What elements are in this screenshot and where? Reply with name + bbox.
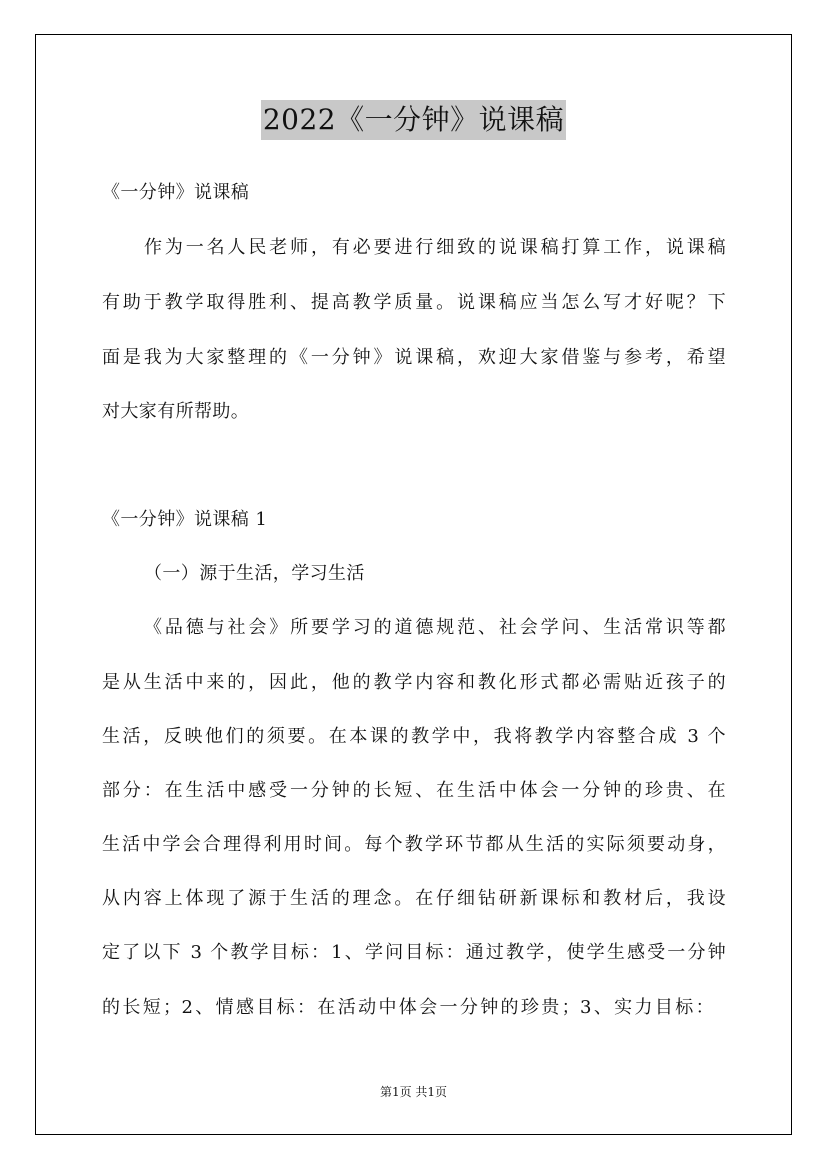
doc-heading: 《一分钟》说课稿 [102, 182, 250, 203]
paragraph-line: 有助于教学取得胜利、提高教学质量。说课稿应当怎么写才好呢？下 [102, 292, 726, 313]
paragraph-line: 部分：在生活中感受一分钟的长短、在生活中体会一分钟的珍贵、在 [102, 780, 726, 801]
paragraph-line: 是从生活中来的，因此，他的教学内容和教化形式都必需贴近孩子的 [102, 672, 726, 693]
paragraph-line: 生活中学会合理得利用时间。每个教学环节都从生活的实际须要动身， [102, 834, 726, 855]
paragraph-line: 面是我为大家整理的《一分钟》说课稿，欢迎大家借鉴与参考，希望 [102, 347, 726, 368]
title-container [0, 100, 827, 140]
document-title: 2022《一分钟》说课稿 [261, 100, 566, 140]
paragraph-line: 对大家有所帮助。 [102, 401, 250, 422]
paragraph-line: 生活，反映他们的须要。在本课的教学中，我将教学内容整合成 3 个 [102, 726, 726, 747]
paragraph-line: 作为一名人民老师，有必要进行细致的说课稿打算工作，说课稿 [144, 237, 726, 258]
page-footer: 第1页 共1页 [379, 1085, 448, 1099]
paragraph-line: 《品德与社会》所要学习的道德规范、社会学问、生活常识等都 [144, 617, 726, 638]
paragraph-line: 定了以下 3 个教学目标：1、学问目标：通过教学，使学生感受一分钟 [102, 942, 726, 963]
section-heading: 《一分钟》说课稿 1 [102, 509, 268, 530]
subsection-heading: （一）源于生活，学习生活 [144, 563, 365, 584]
paragraph-line: 从内容上体现了源于生活的理念。在仔细钻研新课标和教材后，我设 [102, 888, 726, 909]
paragraph-line: 的长短；2、情感目标：在活动中体会一分钟的珍贵；3、实力目标： [102, 997, 714, 1018]
